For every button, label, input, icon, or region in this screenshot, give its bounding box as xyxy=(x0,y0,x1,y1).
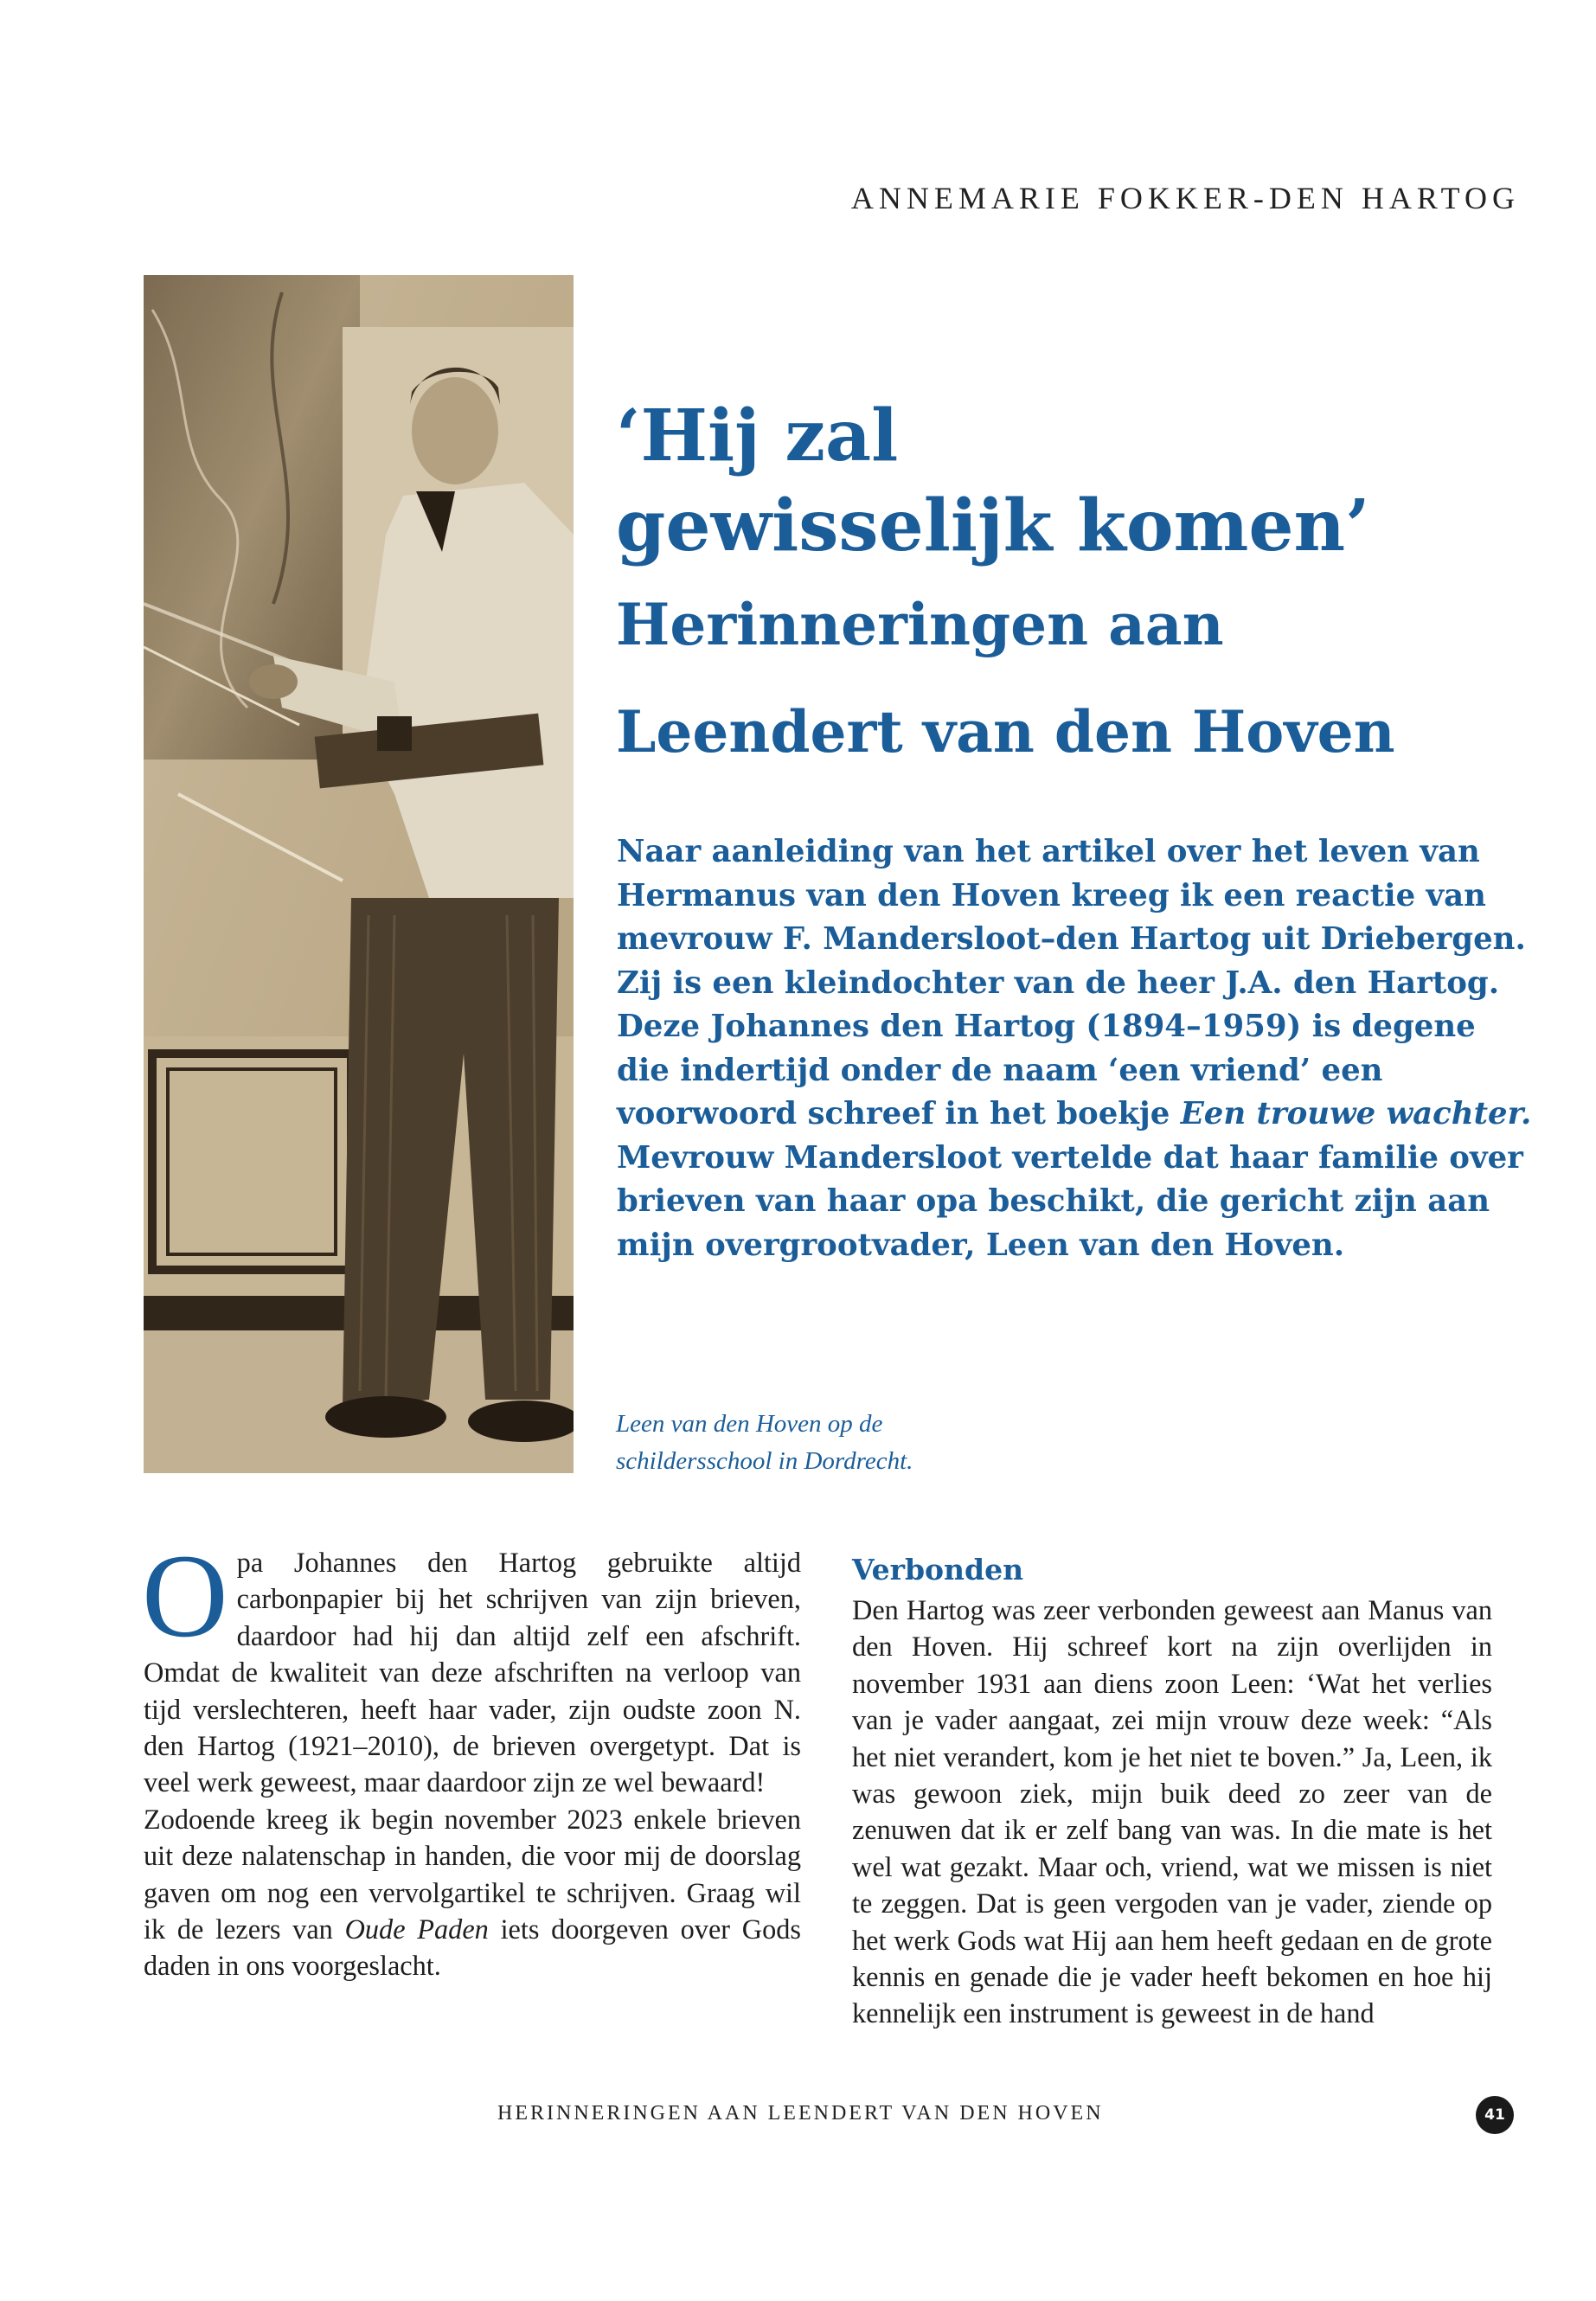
article-title xyxy=(616,391,1524,785)
body-paragraph xyxy=(142,1529,801,1801)
intro-p1 xyxy=(617,830,1534,1137)
book-title: Een trouwe wachter. xyxy=(1180,1096,1532,1131)
body-column-left xyxy=(142,1529,801,1984)
body-text: iets doorgeven over Gods daden in ons voorgeslacht. xyxy=(144,1913,801,1982)
body-column-right xyxy=(852,1550,1492,2032)
body-text: pa Johannes den Hartog gebruikte altijd carbonpapier bij het schrijven van zijn brieven, daardoor had hij dan altijd zelf een afschrift. Omdat de kwaliteit van deze afschriften na verloop van tijd verslechteren, heeft haar vader, zijn oudste zoon N. den Hartog (1921–2010), de brieven overgetypt. Dat is veel werk geweest, maar daardoor zijn ze wel bewaard! xyxy=(144,1547,801,1798)
photo-caption: Leen van den Hoven op de schildersschool in Dordrecht. xyxy=(616,1410,913,1475)
body-text: Zodoende kreeg ik begin november 2023 enkele brieven uit deze nalatenschap in handen, die voor mij de doorslag gaven om nog een vervolgartikel te schrijven. Graag wil ik de lezers van xyxy=(144,1803,801,1945)
running-footer: HERINNERINGEN AAN LEENDERT VAN DEN HOVEN xyxy=(497,2102,1104,2125)
body-paragraph: Den Hartog was zeer verbonden geweest aan Manus van den Hoven. Hij schreef kort na zijn overlijden in november 1931 aan diens zoon Leen: ‘Wat het verlies van je vader aangaat, zei mijn vrouw deze week: “Als het niet verandert, kom je het niet te boven.” Ja, Leen, ik was gewoon ziek, mijn buik deed zo zeer van de zenuwen dat ik er zelf bang van was. In die mate is het wel wat gezakt. Maar och, vriend, wat we missen is niet te zeggen. Dat is geen vergoden van je vader, ziende op het werk Gods wat Hij aan hem heeft gedaan en de grote kennis en genade die je vader heeft bekomen en hoe hij kennelijk een instrument is geweest in de hand xyxy=(852,1594,1492,2029)
subtitle-line-2: Leendert van den Hoven xyxy=(616,698,1395,766)
intro-paragraph xyxy=(617,830,1534,1267)
section-heading: Verbonden xyxy=(852,1553,1024,1586)
journal-title: Oude Paden xyxy=(344,1913,489,1945)
author-name: ANNEMARIE FOKKER-DEN HARTOG xyxy=(850,181,1520,215)
intro-text: Naar aanleiding van het artikel over het leven van Hermanus van den Hoven kreeg ik een reactie van mevrouw F. Mandersloot–den Hartog uit Driebergen. Zij is een kleindochter van de heer J.A. den Hartog. Deze Johannes den Hartog (1894–1959) is degene die indertijd onder de naam ‘een vriend’ een voorwoord schreef in het boekje xyxy=(617,834,1526,1131)
title-line-1: ‘Hij zal xyxy=(616,394,899,478)
historic-photo xyxy=(144,275,574,1473)
subtitle-line-1: Herinneringen aan xyxy=(616,591,1224,658)
body-paragraph xyxy=(144,1801,801,1984)
intro-p2: Mevrouw Mandersloot vertelde dat haar familie over brieven van haar opa beschikt, die gericht zijn aan mijn overgrootvader, Leen van den Hoven. xyxy=(617,1139,1523,1263)
drop-cap: O xyxy=(142,1529,228,1662)
title-line-2: gewisselijk komen’ xyxy=(616,484,1370,567)
page-number-badge: 41 xyxy=(1476,2096,1514,2134)
